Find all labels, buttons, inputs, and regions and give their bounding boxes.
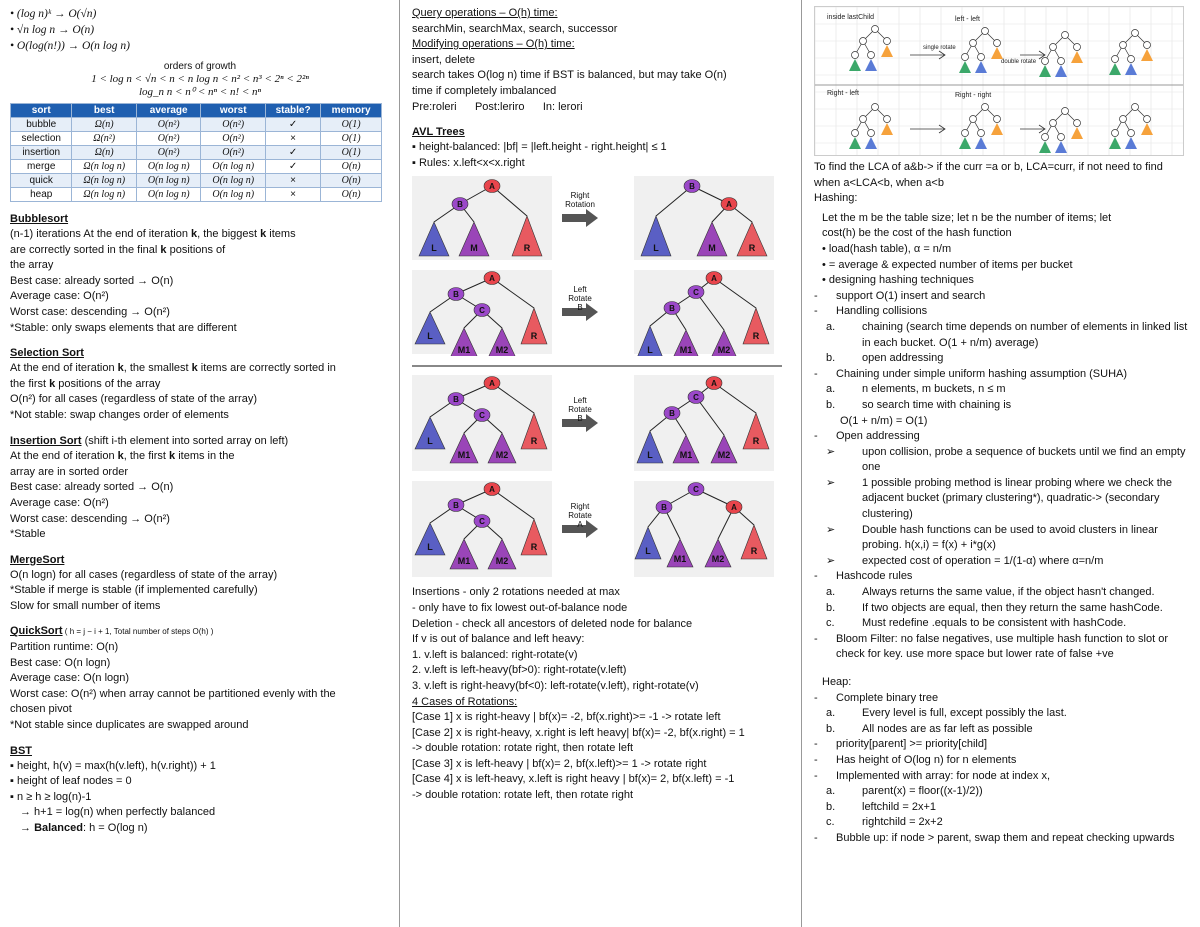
rotation-diagram — [412, 268, 792, 359]
node-label: B — [453, 395, 459, 405]
query-ops-title: Query operations – O(h) time: — [412, 7, 558, 19]
table-row — [11, 132, 382, 146]
bst-title: BST — [10, 744, 32, 757]
table-cell: merge — [11, 160, 72, 174]
growth-line: log_n n < n⁰ < nⁿ < n! < nⁿ — [139, 86, 261, 98]
node-label: C — [479, 411, 485, 421]
list-item: - Has height of O(log n) for n elements — [814, 753, 1017, 766]
table-cell: × — [265, 174, 320, 188]
sketch-node — [962, 130, 969, 137]
subtree-label: M2 — [495, 556, 509, 567]
traversal-line: Pre:roleri Post:leriro In: lerori — [412, 100, 583, 113]
table-cell: O(n log n) — [136, 174, 201, 188]
sketch-triangle — [865, 59, 877, 71]
node-label: A — [489, 485, 495, 495]
node-label: A — [711, 379, 717, 389]
table-header: sort — [11, 104, 72, 118]
hashing-definitions — [814, 211, 1194, 289]
sketch-node — [1144, 42, 1151, 49]
rotation-label: Rotate — [568, 405, 592, 415]
subtree-label: M2 — [717, 345, 731, 356]
text-line: → Balanced: h = O(log n) — [20, 822, 148, 834]
node-label: B — [669, 304, 675, 314]
text-line: O(n²) for all cases (regardless of state of the array) — [10, 393, 257, 406]
table-cell: insertion — [11, 146, 72, 160]
subtree-label: L — [427, 331, 433, 342]
note-text: inside lastChild — [827, 14, 875, 21]
note-text: left - left — [955, 16, 980, 23]
table-cell: ✓ — [265, 118, 320, 132]
text-line: searchMin, searchMax, search, successor — [412, 22, 618, 35]
bubblesort-title: Bubblesort — [10, 213, 69, 225]
sketch-node — [1120, 116, 1127, 123]
rotation-label: Right — [570, 191, 590, 201]
text-line: [Case 3] x is left-heavy | bf(x)= 2, bf(x.left)>= 1 -> rotate right — [412, 757, 707, 770]
text-line: the first k positions of the array — [10, 377, 161, 390]
sort-complexity-table — [10, 103, 382, 202]
sketch-node — [962, 54, 969, 61]
sketch-node — [982, 28, 989, 35]
table-cell: O(1) — [321, 146, 382, 160]
list-item: ➢ Double hash functions can be used to avoid clusters in linear probing. h(x,i) = f(x) + i*g(x) — [826, 523, 1158, 552]
text-line: • designing hashing techniques — [822, 274, 974, 287]
sketch-node — [1128, 130, 1135, 137]
sketch-triangle — [1071, 127, 1083, 139]
table-cell: O(n²) — [136, 118, 201, 132]
sketch-triangle — [849, 59, 861, 71]
text-line: O(n logn) for all cases (regardless of state of the array) — [10, 568, 278, 581]
text-line: Insertions - only 2 rotations needed at max — [412, 586, 620, 599]
selection-sort-title: Selection Sort — [10, 347, 84, 360]
list-item: - Implemented with array: for node at index x, — [814, 769, 1050, 782]
text-line: Worst case: descending → O(n²) — [10, 512, 170, 525]
text-line: *Stable: only swaps elements that are different — [10, 321, 237, 334]
formula: • (log n)ᵏ → O(√n) — [10, 8, 97, 20]
text-line: time if completely imbalanced — [412, 84, 557, 97]
sketch-node — [868, 130, 875, 137]
table-cell: ✓ — [265, 160, 320, 174]
list-item: - Bloom Filter: no false negatives, use multiple hash function to slot or check for key. use more space but lower rate of false +ve — [814, 632, 1169, 661]
table-cell: O(n²) — [201, 146, 266, 160]
table-header: best — [72, 104, 137, 118]
rotation-label: Left — [573, 285, 587, 295]
sketch-node — [860, 38, 867, 45]
sketch-node — [1042, 58, 1049, 65]
sketch-node — [1062, 108, 1069, 115]
node-label: A — [711, 274, 717, 284]
rotation-label: Rotate — [568, 294, 592, 304]
table-cell: ✓ — [265, 146, 320, 160]
subtree-label: R — [530, 436, 538, 447]
table-header: stable? — [265, 104, 320, 118]
text-line: If v is out of balance and left heavy: — [412, 633, 585, 646]
modify-ops-title: Modifying operations – O(h) time: — [412, 38, 575, 51]
note-text: Right - right — [955, 92, 992, 99]
text-line: -> double rotation: rotate right, then rotate left — [412, 742, 634, 755]
note-text: double rotate — [1001, 59, 1037, 65]
sketch-triangle — [1125, 63, 1137, 75]
table-header: average — [136, 104, 201, 118]
sketch-node — [1042, 134, 1049, 141]
sketch-triangle — [1109, 63, 1121, 75]
sketch-node — [982, 104, 989, 111]
rotation-label: Rotate — [568, 511, 592, 521]
text-line: 1. v.left is balanced: right-rotate(v) — [412, 648, 578, 661]
rotation-arrow — [562, 209, 598, 227]
table-cell: O(n²) — [136, 132, 201, 146]
table-cell: O(n²) — [201, 132, 266, 146]
sketch-triangle — [1039, 65, 1051, 77]
text-line: • = average & expected number of items per bucket — [822, 258, 1073, 271]
subtree-label: L — [431, 243, 437, 254]
column-hashing-heap — [814, 6, 1194, 847]
text-line: At the end of iteration k, the smallest k items are correctly sorted in — [10, 362, 336, 375]
text-line: Deletion - check all ancestors of deleted node for balance — [412, 617, 693, 630]
subtree-label: M2 — [711, 554, 725, 565]
rotation-diagram — [412, 174, 792, 265]
table-cell: O(n²) — [201, 118, 266, 132]
list-item: O(1 + n/m) = O(1) — [840, 414, 928, 427]
text-line: → h+1 = log(n) when perfectly balanced — [20, 806, 216, 819]
subtree-label: R — [530, 542, 538, 553]
heap-list — [814, 691, 1194, 847]
text-line: Best case: already sorted → O(n) — [10, 274, 174, 287]
rotation-label: B — [577, 303, 583, 313]
text-line: insert, delete — [412, 53, 475, 66]
table-cell: O(n log n) — [201, 188, 266, 202]
sketch-node — [994, 116, 1001, 123]
subtree-label: M2 — [495, 450, 509, 461]
sketch-node — [1058, 58, 1065, 65]
orders-of-growth — [10, 60, 390, 99]
subtree-label: L — [653, 243, 659, 254]
table-cell: O(n log n) — [136, 188, 201, 202]
subtree-label: M1 — [673, 554, 687, 565]
growth-line: 1 < log n < √n < n < n log n < n² < n³ < 2ⁿ < 2²ⁿ — [91, 73, 309, 85]
sketch-node — [1128, 56, 1135, 63]
text-line: Average case: O(n²) — [10, 290, 109, 303]
sketch-triangle — [1055, 65, 1067, 77]
text-line: array are in sorted order — [10, 465, 128, 478]
subtree-label: R — [523, 243, 531, 254]
node-label: C — [693, 393, 699, 403]
list-item: - support O(1) insert and search — [814, 289, 986, 302]
text-line: ▪ n ≥ h ≥ log(n)-1 — [10, 790, 92, 803]
column-sorting — [10, 6, 390, 837]
sketch-node — [884, 116, 891, 123]
text-line: [Case 2] x is right-heavy, x.right is left heavy| bf(x)= -2, bf(x.right) = 1 — [412, 726, 745, 739]
node-label: C — [479, 517, 485, 527]
sketch-node — [1144, 116, 1151, 123]
list-item: b. so search time with chaining is — [826, 398, 1012, 411]
lca-note: To find the LCA of a&b-> if the curr =a or b, LCA=curr, if not need to find when a<LCA<b, when a<b — [814, 161, 1163, 189]
list-item: - Complete binary tree — [814, 691, 939, 704]
node-label: A — [731, 503, 737, 513]
text-line: [Case 1] x is right-heavy | bf(x)= -2, bf(x.right)>= -1 -> rotate left — [412, 711, 721, 724]
text-line: At the end of iteration k, the first k items in the — [10, 450, 235, 463]
column-divider — [399, 0, 400, 927]
sketch-node — [872, 26, 879, 33]
table-cell: O(n log n) — [201, 160, 266, 174]
table-cell: selection — [11, 132, 72, 146]
text-line: search takes O(log n) time if BST is balanced, but may take O(n) — [412, 69, 727, 82]
subtree-label: M1 — [457, 345, 471, 356]
list-item: - Chaining under simple uniform hashing assumption (SUHA) — [814, 367, 1128, 380]
sketch-node — [872, 104, 879, 111]
table-cell: Ω(n²) — [72, 132, 137, 146]
table-cell: O(n) — [321, 160, 382, 174]
text-line: *Not stable: swap changes order of elements — [10, 408, 229, 421]
list-item: a. chaining (search time depends on number of elements in linked list in each bucket. O(1 + n/m) average) — [826, 320, 1188, 349]
table-cell: Ω(n log n) — [72, 160, 137, 174]
sketch-node — [1112, 56, 1119, 63]
text-line: -> double rotation: rotate left, then rotate right — [412, 789, 634, 802]
table-cell: O(n²) — [136, 146, 201, 160]
text-line: Worst case: descending → O(n²) — [10, 305, 170, 318]
table-cell: O(n) — [321, 174, 382, 188]
list-item: b. open addressing — [826, 352, 944, 365]
text-line: ▪ height of leaf nodes = 0 — [10, 775, 132, 788]
subtree-label: L — [427, 542, 433, 553]
list-item: a. Every level is full, except possibly the last. — [826, 707, 1067, 720]
text-line: 2. v.left is left-heavy(bf>0): right-rotate(v.left) — [412, 664, 627, 677]
sketch-node — [994, 40, 1001, 47]
heap-title: Heap: — [822, 676, 852, 688]
sketch-triangle — [881, 123, 893, 135]
sketch-triangle — [1071, 51, 1083, 63]
text-line: • load(hash table), α = n/m — [822, 242, 952, 255]
text-line: ▪ height, h(v) = max(h(v.left), h(v.right)) + 1 — [10, 759, 216, 772]
sketch-node — [852, 130, 859, 137]
cases-title: 4 Cases of Rotations: — [412, 695, 518, 708]
sketch-node — [1112, 130, 1119, 137]
sketch-node — [1058, 134, 1065, 141]
sketch-node — [852, 52, 859, 59]
subtree-label: M1 — [457, 556, 471, 567]
hashing-title: Hashing: — [814, 192, 858, 205]
node-label: A — [489, 274, 495, 284]
sketch-node — [1050, 44, 1057, 51]
sketch-node — [1132, 30, 1139, 37]
rotation-label: B — [577, 414, 583, 424]
column-bst-avl — [412, 6, 792, 804]
table-cell: O(1) — [321, 132, 382, 146]
sketch-node — [884, 38, 891, 45]
text-line: are correctly sorted in the final k positions of — [10, 243, 226, 256]
node-label: B — [453, 290, 459, 300]
list-item: - Bubble up: if node > parent, swap them and repeat checking upwards — [814, 831, 1175, 844]
text-line: Best case: O(n logn) — [10, 656, 111, 669]
text-line: the array — [10, 259, 54, 272]
sketch-node — [1120, 42, 1127, 49]
node-label: A — [726, 200, 732, 210]
table-cell: Ω(n log n) — [72, 174, 137, 188]
sketch-node — [1074, 120, 1081, 127]
sketch-node — [868, 52, 875, 59]
subtree-label: M2 — [495, 345, 509, 356]
list-item: a. Always returns the same value, if the object hasn't changed. — [826, 586, 1155, 599]
text-line: Slow for small number of items — [10, 599, 161, 612]
sketch-node — [860, 116, 867, 123]
table-cell: O(n) — [321, 188, 382, 202]
subtree-label: M — [708, 243, 716, 254]
rotation-label: Right — [570, 502, 590, 512]
table-cell: O(n log n) — [201, 174, 266, 188]
list-item: c. rightchild = 2x+2 — [826, 816, 943, 829]
table-cell: Ω(n log n) — [72, 188, 137, 202]
subtree-label: M2 — [717, 450, 731, 461]
text-line: Let the m be the table size; let n be the number of items; let — [822, 211, 1112, 224]
table-row — [11, 146, 382, 160]
node-label: B — [453, 501, 459, 511]
table-header: worst — [201, 104, 266, 118]
list-item: b. If two objects are equal, then they return the same hashCode. — [826, 601, 1163, 614]
handwritten-rotation-notes — [814, 6, 1184, 156]
node-label: C — [693, 288, 699, 298]
table-row — [11, 160, 382, 174]
table-cell: O(n log n) — [136, 160, 201, 174]
formula: • O(log(n!)) → O(n log n) — [10, 40, 130, 52]
subtree-label: L — [647, 450, 653, 461]
sketch-node — [1074, 44, 1081, 51]
list-item: - Open addressing — [814, 430, 920, 443]
text-line: cost(h) be the cost of the hash function — [822, 227, 1012, 240]
subtree-label: R — [752, 436, 760, 447]
subtree-label: R — [752, 331, 760, 342]
node-label: C — [479, 306, 485, 316]
text-line: Average case: O(n²) — [10, 496, 109, 509]
quicksort-heading: QuickSort ( h = j − i + 1, Total number of steps O(h) ) — [10, 625, 214, 638]
subtree-label: R — [748, 243, 756, 254]
mergesort-title: MergeSort — [10, 553, 65, 566]
list-item: b. All nodes are as far left as possible — [826, 722, 1033, 735]
node-label: B — [457, 200, 463, 210]
text-line: ▪ Rules: x.left<x<x.right — [412, 156, 525, 169]
node-label: B — [689, 182, 695, 192]
note-text: Right - left — [827, 90, 859, 97]
text-line: Worst case: O(n²) when array cannot be partitioned evenly with the — [10, 687, 336, 700]
formula: • √n log n → O(n) — [10, 24, 95, 36]
list-item: ➢ expected cost of operation = 1/(1-α) where α=n/m — [826, 554, 1104, 567]
node-label: C — [693, 485, 699, 495]
table-cell: Ω(n) — [72, 118, 137, 132]
growth-title: orders of growth — [163, 61, 237, 72]
table-cell: × — [265, 132, 320, 146]
table-cell: × — [265, 188, 320, 202]
table-row — [11, 118, 382, 132]
table-cell: bubble — [11, 118, 72, 132]
sketch-node — [1132, 104, 1139, 111]
list-item: - Hashcode rules — [814, 570, 913, 583]
subtree-label: R — [530, 331, 538, 342]
list-item: - priority[parent] >= priority[child] — [814, 738, 988, 751]
sketch-node — [970, 40, 977, 47]
column-divider — [801, 0, 802, 927]
table-cell: quick — [11, 174, 72, 188]
sketch-triangle — [991, 123, 1003, 135]
text-line: (n-1) iterations At the end of iteration k, the biggest k items — [10, 228, 296, 240]
subtree-label: R — [750, 546, 758, 557]
sketch-node — [978, 130, 985, 137]
subtree-label: L — [427, 436, 433, 447]
table-cell: heap — [11, 188, 72, 202]
list-item: b. leftchild = 2x+1 — [826, 800, 936, 813]
rotation-diagram — [412, 479, 792, 582]
list-item: a. n elements, m buckets, n ≤ m — [826, 383, 1006, 396]
node-label: B — [669, 409, 675, 419]
table-header: memory — [321, 104, 382, 118]
subtree-label: M1 — [679, 450, 693, 461]
text-line: ▪ height-balanced: |bf| = |left.height - right.height| ≤ 1 — [412, 141, 667, 154]
subtree-label: M1 — [679, 345, 693, 356]
subtree-label: L — [647, 345, 653, 356]
sketch-triangle — [991, 47, 1003, 59]
insertion-sort-heading: Insertion Sort (shift i-th element into sorted array on left) — [10, 434, 289, 447]
sketch-triangle — [881, 45, 893, 57]
rotation-label: Rotation — [565, 200, 595, 210]
sketch-node — [978, 54, 985, 61]
text-line: Best case: already sorted → O(n) — [10, 481, 174, 494]
text-line: *Stable if merge is stable (if implemented carefully) — [10, 584, 258, 597]
sketch-node — [1050, 120, 1057, 127]
text-line: Partition runtime: O(n) — [10, 641, 119, 654]
list-item: - Handling collisions — [814, 305, 928, 318]
text-line: - only have to fix lowest out-of-balance node — [412, 601, 628, 614]
subtree-label: M — [470, 243, 478, 254]
sketch-triangle — [975, 61, 987, 73]
list-item: ➢ upon collision, probe a sequence of buckets until we find an empty one — [826, 445, 1186, 474]
table-row — [11, 174, 382, 188]
table-row — [11, 188, 382, 202]
rotation-diagram — [412, 373, 792, 476]
hashing-list — [814, 289, 1194, 663]
rotation-label: Left — [573, 396, 587, 406]
table-cell: Ω(n) — [72, 146, 137, 160]
list-item: ➢ 1 possible probing method is linear probing where we check the adjacent bucket (primary clustering*), quadratic-> (secondary clustering) — [826, 476, 1173, 521]
node-label: B — [661, 503, 667, 513]
sketch-node — [1062, 32, 1069, 39]
subtree-label: M1 — [457, 450, 471, 461]
sketch-node — [970, 116, 977, 123]
text-line: chosen pivot — [10, 703, 72, 716]
text-line: *Not stable since duplicates are swapped around — [10, 719, 249, 732]
list-item: c. Must redefine .equals to be consistent with hashCode. — [826, 617, 1127, 630]
table-cell: O(1) — [321, 118, 382, 132]
note-text: single rotate — [923, 45, 956, 51]
text-line: *Stable — [10, 528, 46, 541]
sketch-triangle — [959, 61, 971, 73]
text-line: [Case 4] x is left-heavy, x.left is right heavy | bf(x)= 2, bf(x.left) = -1 — [412, 773, 735, 786]
list-item: a. parent(x) = floor((x-1)/2)) — [826, 785, 983, 798]
text-line: 3. v.left is right-heavy(bf<0): left-rotate(v.left), right-rotate(v) — [412, 679, 699, 692]
rotation-label: A — [577, 520, 583, 530]
divider — [412, 365, 782, 367]
text-line: Average case: O(n logn) — [10, 672, 130, 685]
subtree-label: L — [645, 546, 651, 557]
node-label: A — [489, 182, 495, 192]
node-label: A — [489, 379, 495, 389]
avl-title: AVL Trees — [412, 126, 465, 139]
